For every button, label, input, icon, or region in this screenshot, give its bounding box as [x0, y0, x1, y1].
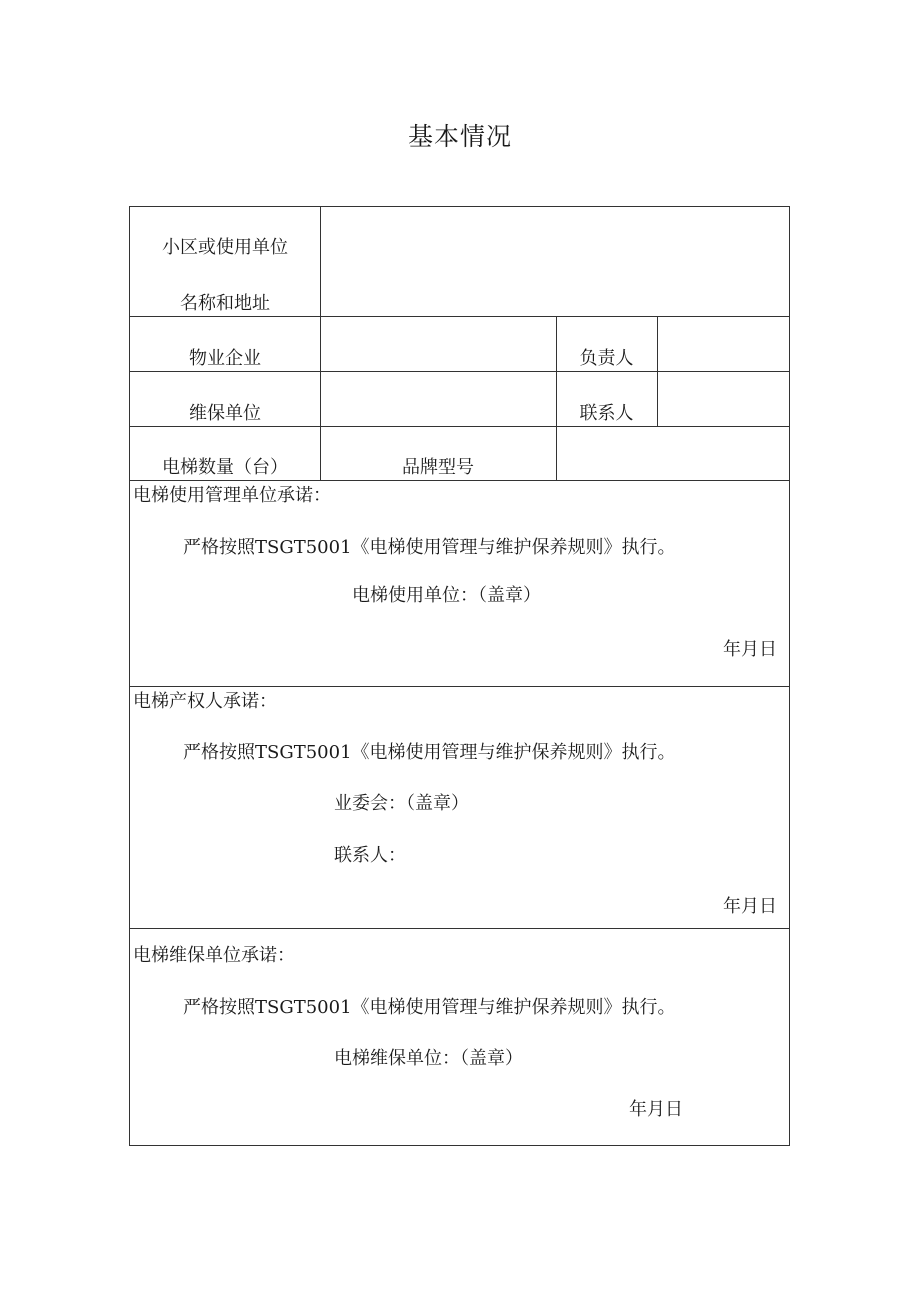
person-in-charge-label: 负责人 — [579, 348, 634, 369]
column-divider — [320, 207, 321, 480]
maintenance-commitment-statement: 严格按照TSGT5001《电梯使用管理与维护保养规则》执行。 — [183, 997, 676, 1018]
owner-date: 年月日 — [723, 896, 777, 917]
column-divider — [556, 316, 557, 480]
elevator-count-label: 电梯数量（台） — [162, 457, 288, 478]
user-unit-date: 年月日 — [723, 639, 777, 660]
community-label-line2: 名称和地址 — [180, 293, 270, 314]
owner-commitment-statement: 严格按照TSGT5001《电梯使用管理与维护保养规则》执行。 — [183, 742, 676, 763]
maintenance-seal-line: 电梯维保单位：（盖章） — [334, 1048, 523, 1069]
owner-seal-line: 业委会：（盖章） — [334, 793, 469, 814]
community-label-line1: 小区或使用单位 — [162, 237, 288, 258]
row-divider — [130, 371, 789, 372]
maintenance-commitment-heading: 电梯维保单位承诺： — [133, 945, 295, 966]
user-unit-commitment-statement: 严格按照TSGT5001《电梯使用管理与维护保养规则》执行。 — [183, 537, 676, 558]
row-divider — [130, 316, 789, 317]
page-title: 基本情况 — [407, 122, 512, 151]
maintenance-date: 年月日 — [629, 1099, 683, 1120]
brand-model-label: 品牌型号 — [402, 457, 474, 478]
contact-label: 联系人 — [579, 403, 634, 424]
maintenance-unit-label: 维保单位 — [189, 403, 261, 424]
basic-info-form — [129, 206, 790, 1146]
property-company-label: 物业企业 — [189, 348, 261, 369]
section-divider — [130, 928, 789, 929]
column-divider — [657, 316, 658, 426]
user-unit-commitment-heading: 电梯使用管理单位承诺： — [133, 485, 331, 506]
row-divider — [130, 480, 789, 481]
user-unit-seal-line: 电梯使用单位：（盖章） — [352, 585, 541, 606]
row-divider — [130, 426, 789, 427]
owner-contact-line: 联系人： — [334, 845, 406, 866]
owner-commitment-heading: 电梯产权人承诺： — [133, 691, 277, 712]
section-divider — [130, 686, 789, 687]
